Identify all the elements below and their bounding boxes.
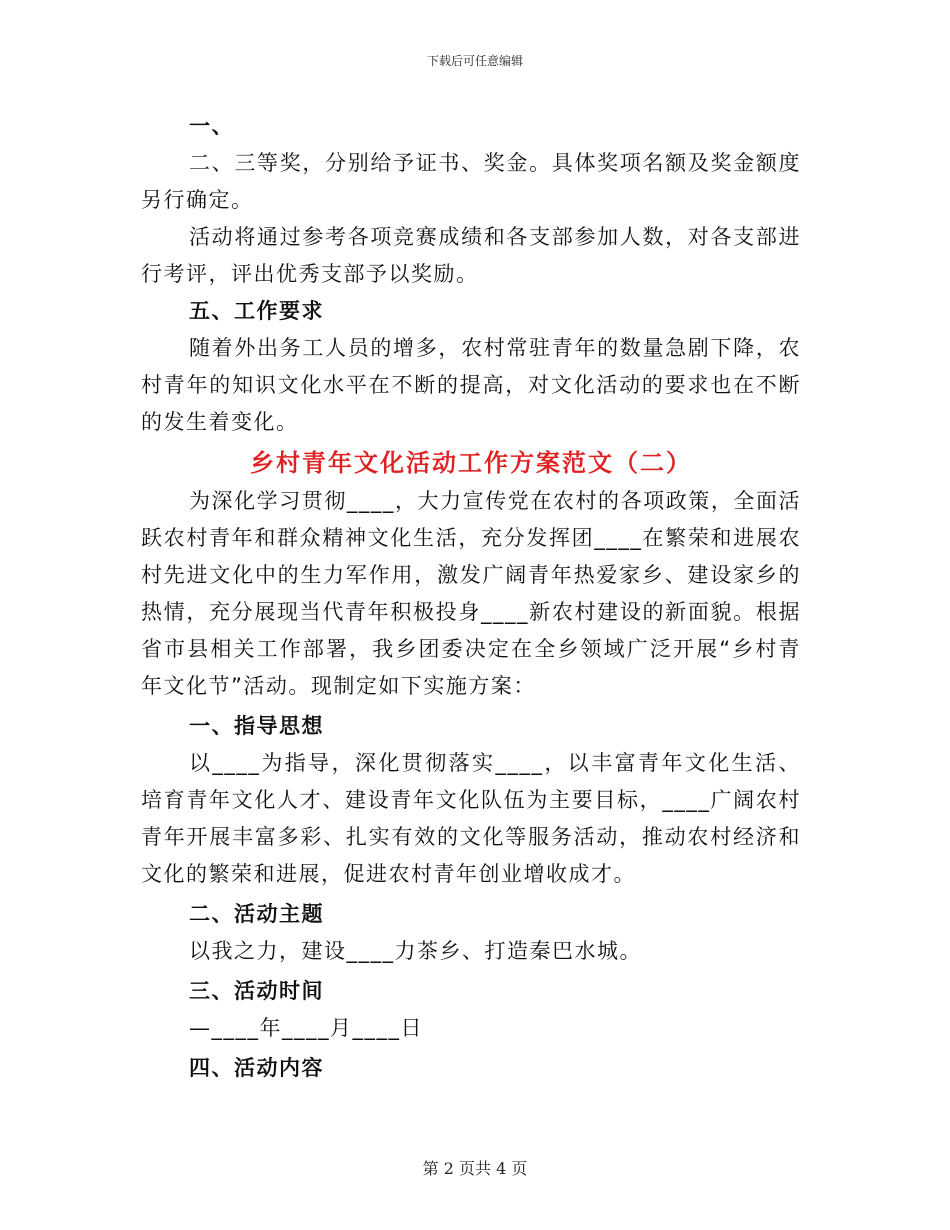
paragraph-requirements: 随着外出务工人员的增多，农村常驻青年的数量急剧下降，农村青年的知识文化水平在不断的提高，对文化活动的要求也在不断的发生着变化。 xyxy=(141,336,801,434)
paragraph-guiding-ideology: 以____为指导，深化贯彻落实____，以丰富青年文化生活、培育青年文化人才、建设青年文化队伍为主要目标，____广阔农村青年开展丰富多彩、扎实有效的文化等服务活动，推动农村经济和文化的繁荣和进展，促进农村青年创业增收成才。 xyxy=(141,751,801,886)
section-title: 乡村青年文化活动工作方案范文（二） xyxy=(250,449,692,477)
heading-activity-content: 四、活动内容 xyxy=(189,1056,324,1080)
paragraph-activity-time: —____年____月____日 xyxy=(189,1016,423,1040)
paragraph-intro: 为深化学习贯彻____，大力宣传党在农村的各项政策，全面活跃农村青年和群众精神文化生活，充分发挥团____在繁荣和进展农村先进文化中的生力军作用，激发广阔青年热爱家乡、建设家乡的热情，充分展现当代青年积极投身____新农村建设的新面貌。根据省市县相关工作部署，我乡团委决定在全乡领域广泛开展“乡村青年文化节”活动。现制定如下实施方案： xyxy=(141,489,801,698)
page-header: 下载后可任意编辑 xyxy=(426,54,523,68)
heading-work-requirements: 五、工作要求 xyxy=(189,299,324,323)
heading-activity-theme: 二、活动主题 xyxy=(189,902,324,926)
heading-activity-time: 三、活动时间 xyxy=(189,979,324,1003)
page-footer: 第 2 页共 4 页 xyxy=(422,1159,528,1178)
document-body xyxy=(141,108,801,1087)
heading-guiding-ideology: 一、指导思想 xyxy=(189,714,324,738)
heading-item-one: 一、 xyxy=(189,114,234,138)
paragraph-activity-theme: 以我之力，建设____力茶乡、打造秦巴水城。 xyxy=(189,939,642,963)
paragraph-evaluation: 活动将通过参考各项竞赛成绩和各支部参加人数，对各支部进行考评，评出优秀支部予以奖励。 xyxy=(141,225,801,286)
paragraph-awards: 二、三等奖，分别给予证书、奖金。具体奖项名额及奖金额度另行确定。 xyxy=(141,151,801,212)
